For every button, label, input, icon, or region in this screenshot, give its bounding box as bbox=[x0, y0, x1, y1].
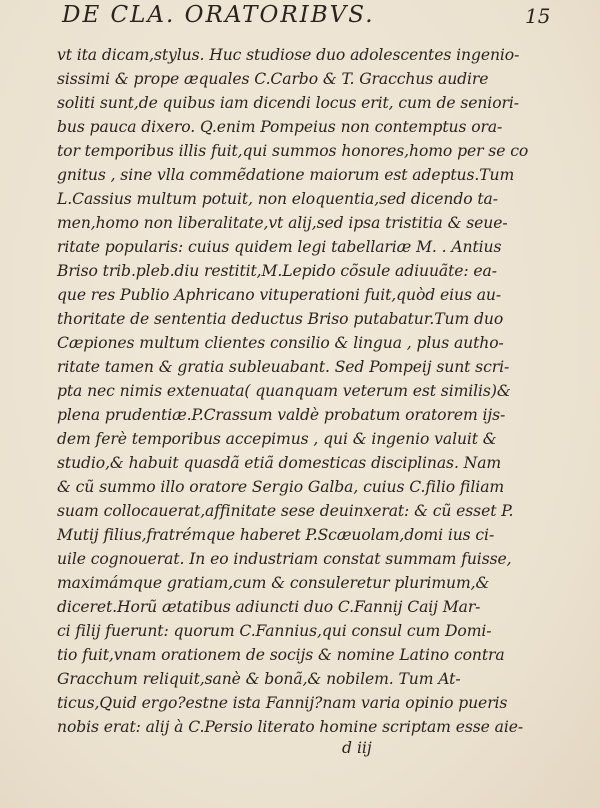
text-line: ticus,Quid ergo?estne ista Fannij?nam varia opinio pueris bbox=[57, 694, 508, 712]
text-line: nobis erat: alij à C.Persio literato homine scriptam esse aie- bbox=[57, 718, 524, 736]
text-line: Gracchum reliquit,sanè & bonã,& nobilem. Tum At- bbox=[57, 670, 461, 688]
running-title: DE CLA. ORATORIBVS. bbox=[62, 2, 375, 28]
text-line: tor temporibus illis fuit,qui summos honores,homo per se co bbox=[57, 142, 529, 160]
text-line: diceret.Horũ ætatibus adiuncti duo C.Fannij Caij Mar- bbox=[57, 598, 481, 616]
text-line: gnitus , sine vlla commẽdatione maiorum est adeptus.Tum bbox=[57, 166, 515, 184]
text-line: soliti sunt,de quibus iam dicendi locus erit, cum de seniori- bbox=[57, 94, 519, 112]
text-line: Briso trib.pleb.diu restitit,M.Lepido cõsule adiuuãte: ea- bbox=[57, 262, 497, 280]
text-line: pta nec nimis extenuata( quanquam veterum est similis)& bbox=[57, 382, 511, 400]
text-line: tio fuit,vnam orationem de socijs & nomine Latino contra bbox=[57, 646, 505, 664]
page-number: 15 bbox=[525, 4, 551, 28]
text-line: ritate tamen & gratia subleuabant. Sed Pompeij sunt scri- bbox=[57, 358, 510, 376]
text-line: Cæpiones multum clientes consilio & lingua , plus autho- bbox=[57, 334, 504, 352]
text-line: ritate popularis: cuius quidem legi tabellariæ M. . Antius bbox=[57, 238, 502, 256]
signature-mark: d iij bbox=[342, 739, 372, 757]
text-line: & cũ summo illo oratore Sergio Galba, cuius C.filio filiam bbox=[57, 478, 505, 496]
text-line: suam collocauerat,affinitate sese deuinxerat: & cũ esset P. bbox=[57, 502, 514, 520]
text-line: L.Cassius multum potuit, non eloquentia,sed dicendo ta- bbox=[57, 190, 498, 208]
page-header bbox=[0, 2, 600, 38]
text-line: plena prudentiæ.P.Crassum valdè probatum oratorem ijs- bbox=[57, 406, 506, 424]
text-line: thoritate de sententia deductus Briso putabatur.Tum duo bbox=[57, 310, 504, 328]
text-line: que res Publio Aphricano vituperationi fuit,quòd eius au- bbox=[57, 286, 502, 304]
text-line: dem ferè temporibus accepimus , qui & ingenio valuit & bbox=[57, 430, 497, 448]
text-line: men,homo non liberalitate,vt alij,sed ipsa tristitia & seue- bbox=[57, 214, 508, 232]
text-line: Mutij filius,fratrémque haberet P.Scæuolam,domi ius ci- bbox=[57, 526, 495, 544]
text-line: vt ita dicam,stylus. Huc studiose duo adolescentes ingenio- bbox=[57, 46, 520, 64]
text-line: bus pauca dixero. Q.enim Pompeius non contemptus ora- bbox=[57, 118, 503, 136]
text-line: studio,& habuit quasdã etiã domesticas disciplinas. Nam bbox=[57, 454, 502, 472]
text-line: sissimi & prope æquales C.Carbo & T. Gracchus audire bbox=[57, 70, 489, 88]
text-line: uile cognouerat. In eo industriam constat summam fuisse, bbox=[57, 550, 512, 568]
text-line: ci filij fuerunt: quorum C.Fannius,qui consul cum Domi- bbox=[57, 622, 492, 640]
text-line: maximámque gratiam,cum & consuleretur plurimum,& bbox=[57, 574, 490, 592]
